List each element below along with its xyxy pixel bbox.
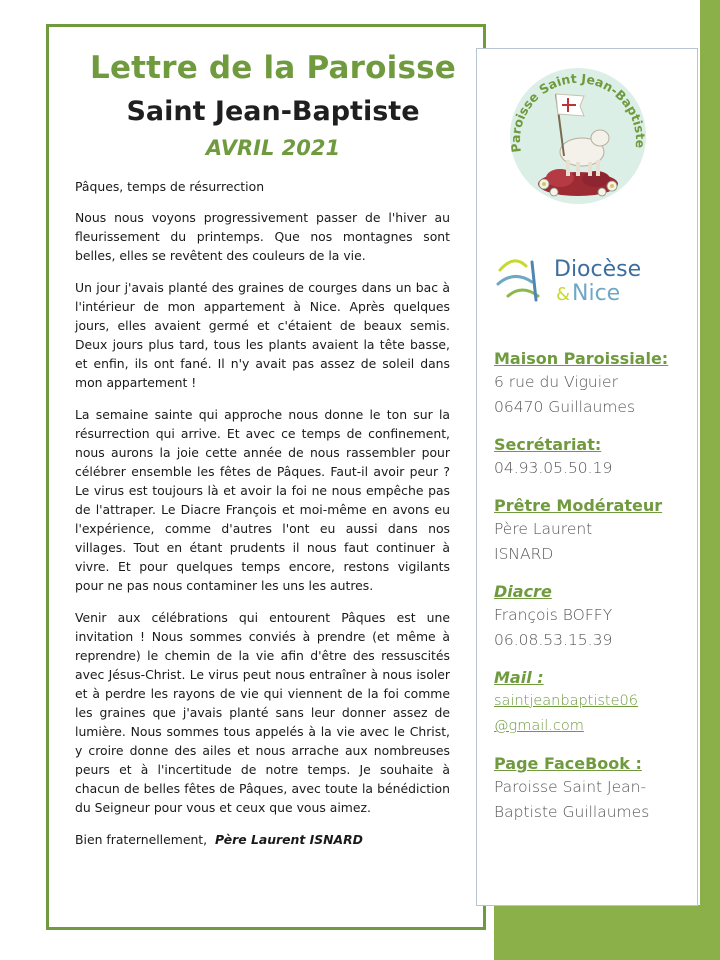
diacre-label: Diacre xyxy=(494,582,552,601)
maison-address-line-1: 6 rue du Viguier xyxy=(494,373,618,391)
logo-ring-text: Paroisse Saint Jean-Baptiste xyxy=(507,70,649,154)
letter-closing: Bien fraternellement, xyxy=(75,832,208,847)
letter-signature: Père Laurent ISNARD xyxy=(214,832,363,847)
mail-label: Mail : xyxy=(494,668,544,687)
letter-paragraph-2: Un jour j'avais planté des graines de courges dans un bac à l'intérieur de mon appartement à Nice. Après quelques jours, elles avaient germé et c'étaient de beaux semis. Deux jours plus tard, tous les plants avaient la tête basse, et enfin, ils ont fané. Il n'y avait pas assez de soleil dans mon appartement ! xyxy=(75,280,450,390)
diacre-phone: 06.08.53.15.39 xyxy=(494,631,613,649)
diocese-emblem-icon xyxy=(498,261,538,300)
diocese-logo xyxy=(492,244,664,308)
contact-sidebar xyxy=(494,348,684,825)
parish-logo-image xyxy=(492,60,664,210)
secretariat-label: Secrétariat: xyxy=(494,435,602,454)
issue-date: AVRIL 2021 xyxy=(205,136,341,160)
pretre-name-line-2: ISNARD xyxy=(494,545,554,563)
pretre-label: Prêtre Modérateur xyxy=(494,496,663,515)
secretariat-phone: 04.93.05.50.19 xyxy=(494,459,613,477)
maison-address-line-2: 06470 Guillaumes xyxy=(494,398,636,416)
diocese-ampersand: & xyxy=(556,284,571,305)
facebook-page-line-1: Paroisse Saint Jean- xyxy=(494,778,647,796)
diocese-logo-image xyxy=(492,244,664,308)
letter-paragraph-3: La semaine sainte qui approche nous donne le ton sur la résurrection qui arrive. Et avec ce temps de confinement, nous aurons la joie cette année de nous rassembler pour célébrer ensemble les fêtes de Pâques. Faut-il avoir peur ? Le virus est toujours là et avoir la foi ne nous empêche pas de l'attraper. Le Diacre François et moi-même en avons eu l'expérience, comme d'autres l'ont eu aussi dans nos villages. Tout en étant prudents il nous faut continuer à vivre. Et pour quelques temps encore, restons vigilants pour ne pas nous contaminer les uns les autres. xyxy=(75,407,450,593)
letter-paragraph-1: Nous nous voyons progressivement passer de l'hiver au fleurissement du printemps. Que nos montagnes sont belles, elles se revêtent des couleurs de la vie. xyxy=(75,210,450,263)
maison-label: Maison Paroissiale: xyxy=(494,349,669,368)
letter-body xyxy=(75,177,450,862)
parish-name: Saint Jean-Baptiste xyxy=(126,96,420,127)
diocese-word-1: Diocèse xyxy=(554,257,642,282)
letter-paragraph-4: Venir aux célébrations qui entourent Pâques est une invitation ! Nous sommes conviés à prendre (et même à reprendre) le chemin de la vie afin d'être des ressuscités avec Jésus-Christ. Le virus peut nous entraîner à nous isoler et à perdre les rayons de vie qui viennent de la foi comme les graines que j'avais planté sans leur donner assez de lumière. Nous sommes tous appelés à la vie avec le Christ, y croire donne des ailes et nous arrache aux nombreuses peurs et à l'incertitude de notre temps. Je souhaite à chacun de belles fêtes de Pâques, avec toute la bénédiction du Seigneur pour vous et ceux que vous aimez. xyxy=(75,610,450,815)
pretre-name-line-1: Père Laurent xyxy=(494,520,593,538)
facebook-page-line-2: Baptiste Guillaumes xyxy=(494,803,650,821)
diocese-word-2: Nice xyxy=(572,281,621,306)
parish-logo xyxy=(492,60,664,210)
mail-link-line-2[interactable]: @gmail.com xyxy=(494,718,584,734)
mail-link-line-1[interactable]: saintjeanbaptiste06 xyxy=(494,693,638,709)
page-title: Lettre de la Paroisse xyxy=(89,50,456,86)
facebook-label: Page FaceBook : xyxy=(494,754,642,773)
letter-signature-line xyxy=(75,830,450,849)
letter-heading: Pâques, temps de résurrection xyxy=(75,179,265,194)
diacre-name: François BOFFY xyxy=(494,606,613,624)
